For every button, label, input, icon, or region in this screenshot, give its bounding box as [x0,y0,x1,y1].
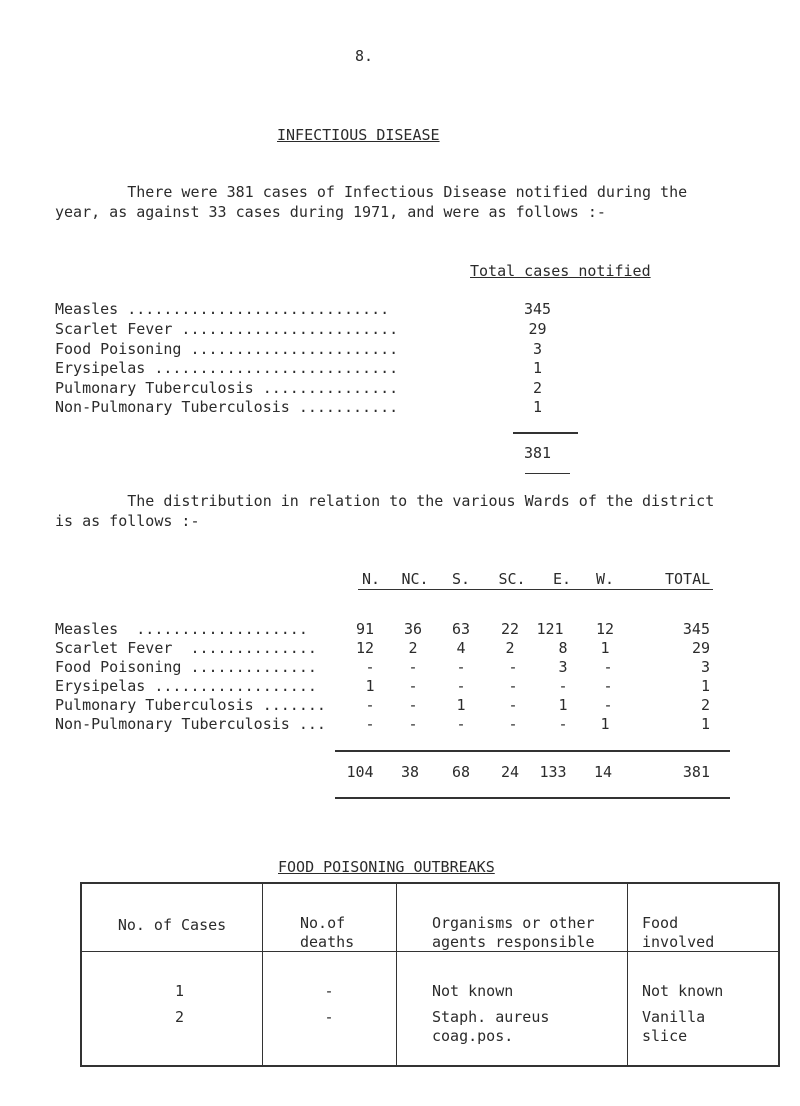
ward-total-cell: 104 [346,763,374,781]
header-deaths: No.of deaths [300,914,355,951]
ward-cell: 1 [558,696,568,714]
totals-rule [513,432,578,434]
ward-header-rule [358,589,713,590]
ward-row-label: Pulmonary Tuberculosis ....... [55,696,326,714]
totals-value: 1 [532,398,543,416]
distribution-line-2: is as follows :- [55,512,200,530]
totals-label: Food Poisoning ....................... [55,340,399,358]
ward-cell: 8 [558,639,568,657]
ward-cell: 1 [600,639,610,657]
col-header-s: S. [451,570,471,588]
ward-cell: 22 [500,620,520,638]
totals-label: Pulmonary Tuberculosis ............... [55,379,399,397]
ward-cell: 63 [451,620,471,638]
totals-sum: 381 [523,444,552,462]
outbreak-food: Not known [642,982,724,1000]
ward-totals-rule [335,750,730,752]
totals-value: 3 [532,340,543,358]
ward-cell: - [603,696,613,714]
ward-cell: - [508,677,518,695]
outbreaks-title: FOOD POISONING OUTBREAKS [278,858,495,876]
ward-total-cell: 68 [451,763,471,781]
ward-cell: - [603,658,613,676]
col-header-w: W. [595,570,615,588]
ward-cell: - [365,658,375,676]
ward-bottom-rule [335,797,730,799]
ward-row-label: Scarlet Fever .............. [55,639,317,657]
ward-cell: - [408,677,418,695]
ward-row-label: Erysipelas .................. [55,677,317,695]
table-divider [262,884,263,1065]
ward-cell: 1 [456,696,466,714]
ward-cell: 91 [355,620,375,638]
page-title: INFECTIOUS DISEASE [277,126,440,144]
ward-cell-total: 345 [682,620,710,638]
totals-label: Measles ............................. [55,300,390,318]
ward-cell: - [508,696,518,714]
ward-cell: - [408,696,418,714]
ward-cell: - [508,715,518,733]
ward-cell-total: 29 [691,639,710,657]
table-divider [627,884,628,1065]
outbreak-organism: Not known [432,982,514,1000]
ward-row-label: Food Poisoning .............. [55,658,317,676]
outbreaks-table [80,882,780,1067]
outbreak-organism: Staph. aureus coag.pos. [432,1008,550,1045]
col-header-nc: NC. [401,570,429,588]
header-food: Food involved [642,914,715,951]
ward-cell: - [456,677,466,695]
col-header-sc: SC. [498,570,526,588]
ward-total-cell: 133 [539,763,567,781]
totals-label: Non-Pulmonary Tuberculosis ........... [55,398,399,416]
header-cases: No. of Cases [117,916,227,934]
ward-cell: 12 [355,639,375,657]
ward-cell: 12 [595,620,615,638]
totals-label: Erysipelas ........................... [55,359,399,377]
ward-cell: - [603,677,613,695]
intro-line-1: There were 381 cases of Infectious Disease notified during the [55,183,688,201]
header-organisms: Organisms or other agents responsible [432,914,595,951]
ward-cell: - [365,715,375,733]
ward-total-cell: 38 [400,763,420,781]
ward-cell-total: 1 [700,677,710,695]
ward-cell: - [408,715,418,733]
ward-total-cell-total: 381 [682,763,710,781]
ward-cell: - [558,715,568,733]
outbreak-cases: 2 [174,1008,185,1026]
ward-cell: 1 [600,715,610,733]
ward-cell-total: 2 [700,696,710,714]
ward-cell: 36 [403,620,423,638]
ward-cell: 1 [365,677,375,695]
totals-sum-rule [525,473,570,474]
ward-cell-total: 3 [700,658,710,676]
totals-value: 29 [528,320,547,338]
ward-cell: - [456,715,466,733]
ward-total-cell: 24 [500,763,520,781]
table-divider [396,884,397,1065]
ward-cell: - [408,658,418,676]
ward-cell: 2 [408,639,418,657]
ward-cell: 2 [505,639,515,657]
totals-value: 1 [532,359,543,377]
ward-row-label: Non-Pulmonary Tuberculosis ... [55,715,326,733]
ward-row-label: Measles ................... [55,620,308,638]
page-number: 8. [355,47,374,65]
ward-cell: - [558,677,568,695]
totals-value: 2 [532,379,543,397]
totals-header: Total cases notified [470,262,651,280]
ward-cell: 121 [536,620,564,638]
outbreak-food: Vanilla slice [642,1008,706,1045]
outbreak-cases: 1 [174,982,185,1000]
ward-total-cell: 14 [593,763,613,781]
ward-cell: 3 [558,658,568,676]
distribution-line-1: The distribution in relation to the various Wards of the district [55,492,715,510]
totals-value: 345 [523,300,552,318]
outbreak-deaths: - [324,982,334,1000]
ward-cell: - [365,696,375,714]
totals-label: Scarlet Fever ........................ [55,320,399,338]
ward-cell: 4 [456,639,466,657]
col-header-n: N. [361,570,381,588]
ward-cell: - [508,658,518,676]
ward-cell: - [456,658,466,676]
ward-cell-total: 1 [700,715,710,733]
col-header-e: E. [552,570,572,588]
intro-line-2: year, as against 33 cases during 1971, and were as follows :- [55,203,606,221]
outbreak-deaths: - [324,1008,334,1026]
col-header-total: TOTAL [665,570,711,588]
